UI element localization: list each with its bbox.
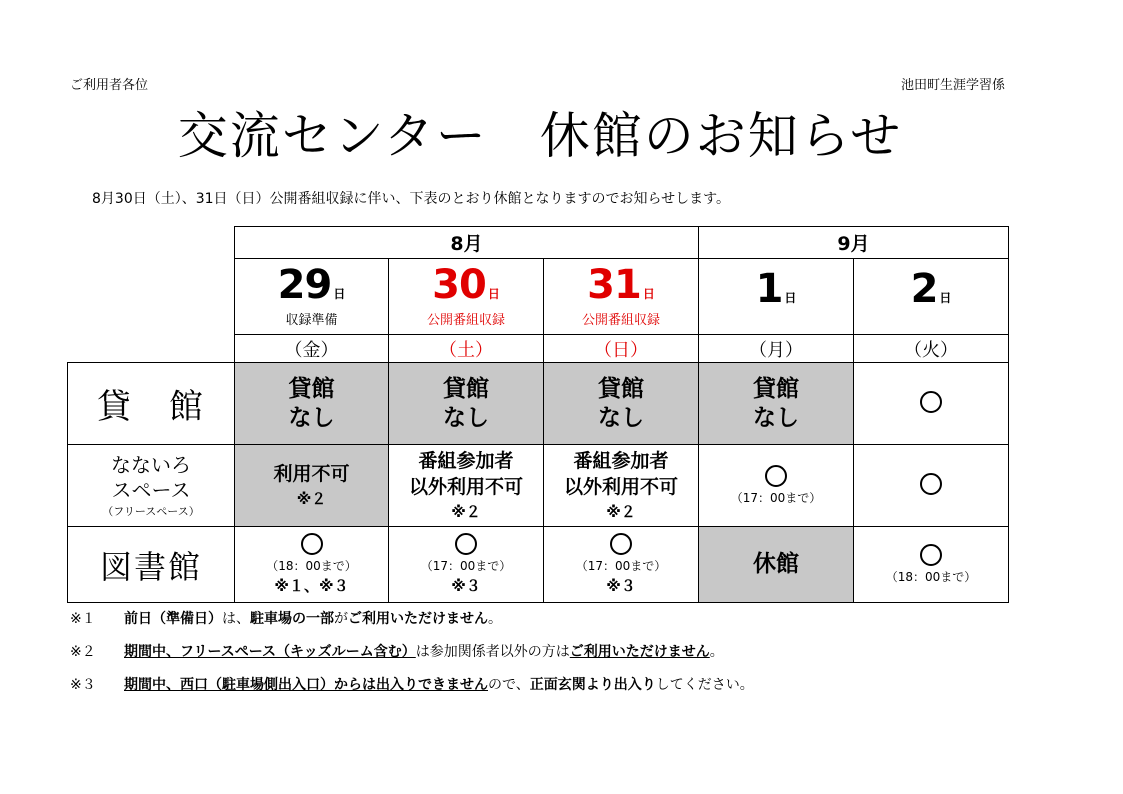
weekday-fri: （金）	[235, 335, 389, 363]
weekday-mon: （月）	[699, 335, 854, 363]
weekday-tue: （火）	[854, 335, 1009, 363]
row-header-rental: 貸 館	[68, 363, 235, 445]
page-title: 交流センター 休館のお知らせ	[177, 107, 903, 165]
row-header-library: 図書館	[68, 527, 235, 603]
day-2: 2 日	[854, 259, 1009, 335]
library-cell-1: 休館	[699, 527, 854, 603]
rental-cell-2	[854, 363, 1009, 445]
library-cell-2: （18：00まで）	[854, 527, 1009, 603]
row-header-nanairo: なないろ スペース （フリースペース）	[68, 445, 235, 527]
weekday-sat: （土）	[389, 335, 544, 363]
weekday-sun: （日）	[544, 335, 699, 363]
rental-cell-31: 貸館 なし	[544, 363, 699, 445]
library-cell-29: （18：00まで） ※１、※３	[235, 527, 389, 603]
open-circle-icon	[920, 473, 942, 495]
day-note: 公開番組収録	[426, 313, 505, 328]
day-note: 公開番組収録	[581, 313, 660, 328]
rental-cell-29: 貸館 なし	[235, 363, 389, 445]
nanairo-cell-31: 番組参加者 以外利用不可 ※２	[544, 445, 699, 527]
day-1: 1 日	[699, 259, 854, 335]
day-31: 31 日 公開番組収録	[544, 259, 699, 335]
closure-schedule-table	[67, 226, 1009, 603]
month-september: 9月	[699, 227, 1009, 259]
open-circle-icon	[301, 533, 323, 555]
sender: 池田町生涯学習係	[900, 78, 1005, 93]
footnotes	[70, 608, 754, 707]
footnote-2: ※２ 期間中、フリースペース（キッズルーム含む）は参加関係者以外の方はご利用いただけません。	[70, 644, 724, 660]
library-cell-31: （17：00まで） ※３	[544, 527, 699, 603]
nanairo-cell-30: 番組参加者 以外利用不可 ※２	[389, 445, 544, 527]
addressee: ご利用者各位	[70, 78, 149, 93]
rental-cell-1: 貸館 なし	[699, 363, 854, 445]
open-circle-icon	[610, 533, 632, 555]
footnote-3: ※３ 期間中、西口（駐車場側出入口）からは出入りできませんので、正面玄関より出入りしてください。	[70, 677, 754, 693]
nanairo-cell-2	[854, 445, 1009, 527]
intro-text: 8月30日（土）、31日（日）公開番組収録に伴い、下表のとおり休館となりますのでお知らせします。	[92, 191, 730, 207]
nanairo-cell-29: 利用不可 ※２	[235, 445, 389, 527]
day-note: 収録準備	[285, 313, 338, 328]
library-cell-30: （17：00まで） ※３	[389, 527, 544, 603]
open-circle-icon	[920, 544, 942, 566]
footnote-1: ※１ 前日（準備日）は、駐車場の一部がご利用いただけません。	[70, 611, 502, 627]
nanairo-cell-1: （17：00まで）	[699, 445, 854, 527]
open-circle-icon	[920, 391, 942, 413]
rental-cell-30: 貸館 なし	[389, 363, 544, 445]
open-circle-icon	[765, 465, 787, 487]
day-30: 30 日 公開番組収録	[389, 259, 544, 335]
day-29: 29 日 収録準備	[235, 259, 389, 335]
open-circle-icon	[455, 533, 477, 555]
month-august: 8月	[235, 227, 699, 259]
